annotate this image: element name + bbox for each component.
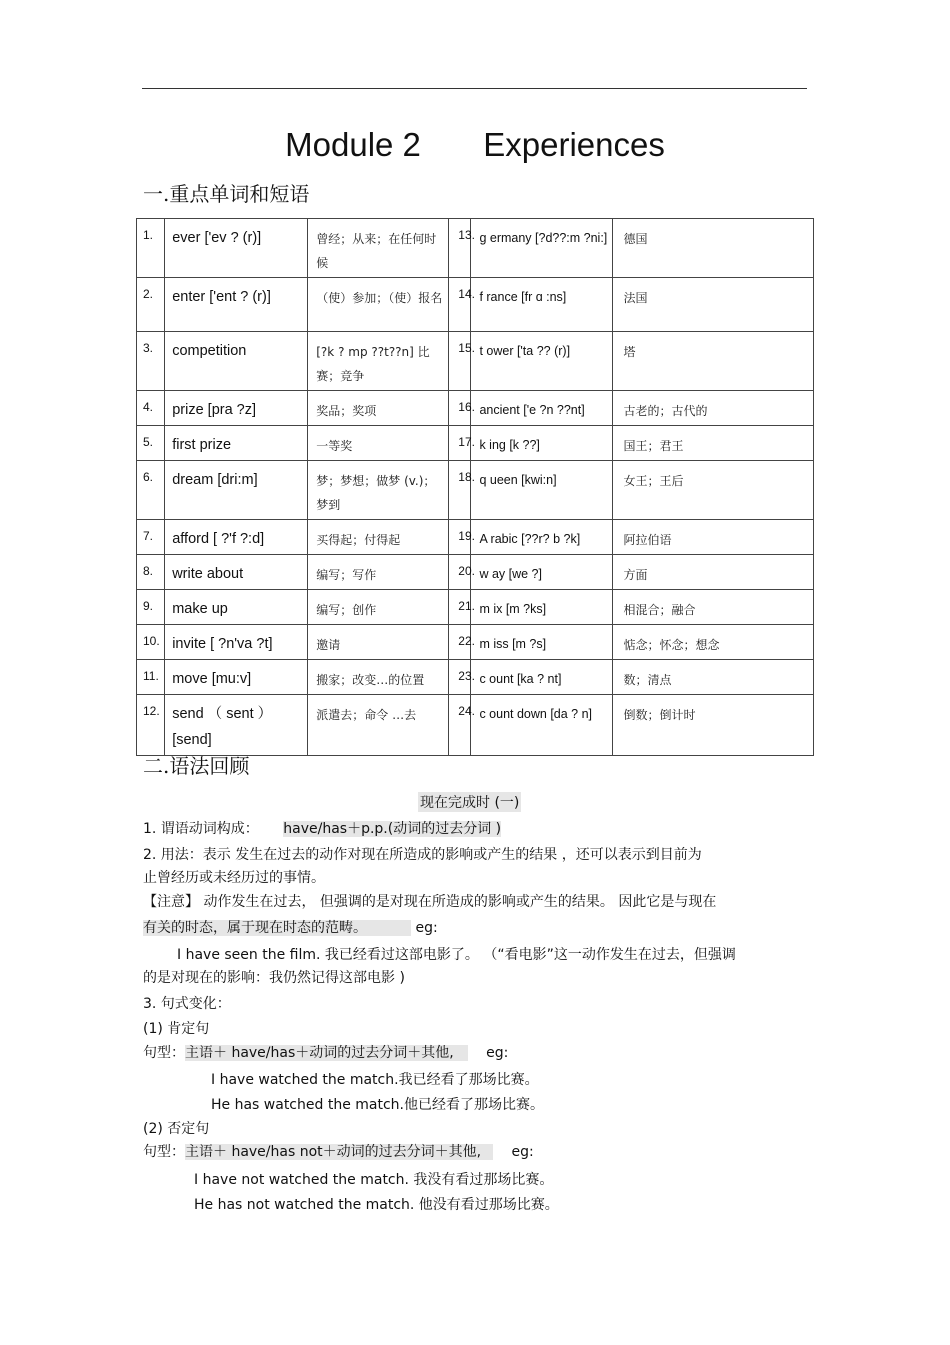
vocab-meaning-cell bbox=[308, 332, 449, 391]
vocab-row bbox=[137, 660, 814, 695]
vocab-number: 4. bbox=[143, 400, 154, 414]
vocab-word: prize [pra ?z] bbox=[172, 402, 257, 418]
vocab-number: 20. bbox=[458, 564, 475, 578]
affirmative-pattern-formula: 主语＋ have/has＋动词的过去分词＋其他, bbox=[185, 1045, 454, 1061]
vocab-number: 3. bbox=[143, 341, 154, 355]
vocab-meaning: 搬家；改变…的位置 bbox=[316, 673, 425, 687]
vocab-meaning-cell bbox=[613, 695, 814, 756]
vocab-number-cell bbox=[449, 590, 475, 625]
vocab-word-cell bbox=[165, 695, 308, 756]
vocab-number: 21. bbox=[458, 599, 475, 613]
vocab-row bbox=[137, 555, 814, 590]
note-line1: 【注意】 动作发生在过去， 但强调的是对现在所造成的影响或产生的结果。 因此它是与现在 bbox=[143, 894, 717, 910]
vocab-row bbox=[137, 391, 814, 426]
vocab-word: t ower ['ta ?? (r)] bbox=[479, 344, 571, 358]
vocab-meaning-cell bbox=[308, 695, 449, 756]
negative-eg: eg: bbox=[511, 1144, 534, 1160]
vocab-number: 13. bbox=[458, 228, 475, 242]
vocab-row bbox=[137, 332, 814, 391]
point2-line2: 止曾经历或未经历过的事情。 bbox=[143, 870, 325, 886]
vocab-word: w ay [we ?] bbox=[479, 567, 542, 581]
vocab-meaning: 倒数；倒计时 bbox=[623, 708, 696, 722]
vocab-number: 14. bbox=[458, 287, 475, 301]
vocab-meaning-cell bbox=[613, 555, 814, 590]
vocab-number: 19. bbox=[458, 529, 475, 543]
negative-pattern-formula: 主语＋ have/has not＋动词的过去分词＋其他, bbox=[185, 1144, 482, 1160]
vocab-word-cell bbox=[471, 426, 613, 461]
vocab-word-cell bbox=[165, 555, 308, 590]
negative-pattern-label: 句型： bbox=[143, 1144, 185, 1160]
vocab-number: 24. bbox=[458, 704, 475, 718]
vocab-number-cell bbox=[137, 461, 165, 520]
affirmative-pattern-label: 句型： bbox=[143, 1045, 185, 1061]
page-title bbox=[0, 126, 950, 164]
vocab-word: move [mu:v] bbox=[172, 671, 252, 687]
vocab-meaning-cell bbox=[613, 278, 814, 332]
vocab-number: 12. bbox=[143, 704, 160, 718]
vocab-meaning: 编写；写作 bbox=[316, 568, 377, 582]
note-line2-text: 有关的时态，属于现在时态的范畴。 bbox=[143, 920, 367, 936]
vocab-number-cell bbox=[449, 555, 475, 590]
vocab-number-cell bbox=[449, 461, 475, 520]
header-rule bbox=[142, 88, 807, 89]
negative-heading: (2) 否定句 bbox=[143, 1121, 210, 1137]
vocab-meaning: 古老的；古代的 bbox=[623, 404, 708, 418]
vocab-number: 9. bbox=[143, 599, 154, 613]
vocab-table bbox=[136, 218, 814, 756]
vocab-meaning: 方面 bbox=[623, 568, 648, 582]
vocab-meaning-cell bbox=[308, 660, 449, 695]
vocab-number: 17. bbox=[458, 435, 475, 449]
vocab-meaning-cell bbox=[308, 278, 449, 332]
title-topic: Experiences bbox=[483, 126, 665, 163]
vocab-word-cell bbox=[471, 278, 613, 332]
vocab-number-cell bbox=[449, 695, 475, 756]
vocab-meaning: [?k ? mp ??t??n] 比赛；竞争 bbox=[316, 345, 430, 383]
vocab-word: write about bbox=[172, 566, 244, 582]
vocab-meaning-cell bbox=[308, 461, 449, 520]
vocab-meaning-cell bbox=[613, 332, 814, 391]
vocab-number: 7. bbox=[143, 529, 154, 543]
vocab-word: make up bbox=[172, 601, 228, 617]
affirmative-example1: I have watched the match.我已经看了那场比赛。 bbox=[211, 1072, 539, 1088]
vocab-number-cell bbox=[137, 695, 165, 756]
vocab-number-cell bbox=[449, 660, 475, 695]
vocab-meaning-cell bbox=[613, 520, 814, 555]
vocab-number-cell bbox=[137, 391, 165, 426]
vocab-meaning-cell bbox=[308, 555, 449, 590]
vocab-word-cell bbox=[471, 520, 613, 555]
vocab-row bbox=[137, 520, 814, 555]
affirmative-example2: He has watched the match.他已经看了那场比赛。 bbox=[211, 1097, 544, 1113]
vocab-word: ever ['ev ? (r)] bbox=[172, 230, 262, 246]
vocab-row bbox=[137, 278, 814, 332]
vocab-meaning: 邀请 bbox=[316, 638, 341, 652]
vocab-number-cell bbox=[137, 555, 165, 590]
vocab-row bbox=[137, 426, 814, 461]
vocab-number: 5. bbox=[143, 435, 154, 449]
vocab-number-cell bbox=[449, 278, 475, 332]
vocab-word-cell bbox=[165, 660, 308, 695]
vocab-meaning: 女王；王后 bbox=[623, 474, 684, 488]
vocab-meaning: 奖品；奖项 bbox=[316, 404, 377, 418]
vocab-meaning: 惦念；怀念；想念 bbox=[623, 638, 720, 652]
vocab-number-cell bbox=[137, 332, 165, 391]
point1-label: 1. 谓语动词构成： bbox=[143, 821, 259, 837]
vocab-meaning: 一等奖 bbox=[316, 439, 353, 453]
vocab-meaning: 买得起；付得起 bbox=[316, 533, 401, 547]
vocab-meaning-cell bbox=[308, 520, 449, 555]
section2-heading: 二.语法回顾 bbox=[143, 754, 250, 778]
vocab-word: first prize bbox=[172, 437, 232, 453]
vocab-meaning: 国王；君王 bbox=[623, 439, 684, 453]
vocab-word: m ix [m ?ks] bbox=[479, 602, 547, 616]
vocab-word-cell bbox=[471, 219, 613, 278]
vocab-number-cell bbox=[137, 590, 165, 625]
vocab-number-cell bbox=[449, 391, 475, 426]
vocab-number-cell bbox=[449, 625, 475, 660]
vocab-word-cell bbox=[471, 332, 613, 391]
vocab-number-cell bbox=[137, 660, 165, 695]
vocab-meaning: 阿拉伯语 bbox=[623, 533, 672, 547]
vocab-row bbox=[137, 590, 814, 625]
vocab-meaning-cell bbox=[613, 461, 814, 520]
vocab-word: dream [dri:m] bbox=[172, 472, 258, 488]
negative-example1: I have not watched the match. 我没有看过那场比赛。 bbox=[194, 1172, 554, 1188]
vocab-meaning-cell bbox=[308, 426, 449, 461]
vocab-word-cell bbox=[165, 391, 308, 426]
title-module: Module 2 bbox=[285, 126, 421, 163]
point2-line1: 2. 用法：表示 发生在过去的动作对现在所造成的影响或产生的结果 ，还可以表示到目前为 bbox=[143, 847, 702, 863]
vocab-meaning: 曾经；从来；在任何时候 bbox=[316, 232, 437, 270]
vocab-word: A rabic [??r? b ?k] bbox=[479, 532, 581, 546]
vocab-word-cell bbox=[471, 660, 613, 695]
vocab-meaning-cell bbox=[613, 660, 814, 695]
vocab-number: 6. bbox=[143, 470, 154, 484]
grammar-subtitle: 现在完成时 (一) bbox=[418, 792, 521, 812]
affirmative-eg: eg: bbox=[486, 1045, 509, 1061]
negative-pattern bbox=[143, 1141, 534, 1161]
vocab-row bbox=[137, 625, 814, 660]
vocab-meaning: 德国 bbox=[623, 232, 648, 246]
vocab-number-cell bbox=[449, 426, 475, 461]
vocab-word: k ing [k ??] bbox=[479, 438, 540, 452]
vocab-row bbox=[137, 695, 814, 756]
vocab-meaning-cell bbox=[308, 391, 449, 426]
section1-heading: 一.重点单词和短语 bbox=[143, 182, 310, 206]
point1 bbox=[143, 818, 501, 838]
note-line2 bbox=[143, 917, 438, 937]
vocab-word-cell bbox=[165, 278, 308, 332]
vocab-meaning-cell bbox=[613, 625, 814, 660]
vocab-word: enter ['ent ? (r)] bbox=[172, 289, 271, 305]
vocab-number-cell bbox=[137, 520, 165, 555]
vocab-meaning: 法国 bbox=[623, 291, 648, 305]
affirmative-heading: (1) 肯定句 bbox=[143, 1021, 210, 1037]
vocab-meaning-cell bbox=[613, 426, 814, 461]
vocab-word: q ueen [kwi:n] bbox=[479, 473, 557, 487]
vocab-number: 15. bbox=[458, 341, 475, 355]
vocab-word-cell bbox=[471, 590, 613, 625]
vocab-meaning-cell bbox=[613, 391, 814, 426]
vocab-meaning-cell bbox=[613, 219, 814, 278]
vocab-word-cell bbox=[165, 520, 308, 555]
vocab-number-cell bbox=[137, 426, 165, 461]
vocab-word: competition bbox=[172, 343, 247, 359]
vocab-meaning: 数；清点 bbox=[623, 673, 672, 687]
vocab-word: ancient ['e ?n ??nt] bbox=[479, 403, 585, 417]
vocab-word-cell bbox=[471, 391, 613, 426]
vocab-number-cell bbox=[449, 332, 475, 391]
vocab-number-cell bbox=[449, 520, 475, 555]
vocab-number-cell bbox=[137, 278, 165, 332]
vocab-number: 16. bbox=[458, 400, 475, 414]
vocab-word-cell bbox=[165, 219, 308, 278]
vocab-word: c ount down [da ? n] bbox=[479, 707, 593, 721]
vocab-meaning: 编写；创作 bbox=[316, 603, 377, 617]
vocab-number: 10. bbox=[143, 634, 160, 648]
vocab-row bbox=[137, 219, 814, 278]
vocab-number-cell bbox=[137, 219, 165, 278]
vocab-word: afford [ ?'f ?:d] bbox=[172, 531, 265, 547]
vocab-number-cell bbox=[137, 625, 165, 660]
vocab-meaning: 梦；梦想；做梦 (v.)；梦到 bbox=[316, 474, 436, 512]
vocab-meaning-cell bbox=[308, 625, 449, 660]
vocab-word: invite [ ?n'va ?t] bbox=[172, 636, 273, 652]
vocab-word-cell bbox=[471, 461, 613, 520]
vocab-word-cell bbox=[165, 625, 308, 660]
vocab-number: 1. bbox=[143, 228, 154, 242]
vocab-word-cell bbox=[471, 695, 613, 756]
vocab-word-cell bbox=[165, 461, 308, 520]
vocab-word-cell bbox=[471, 555, 613, 590]
vocab-meaning-cell bbox=[308, 590, 449, 625]
vocab-word: m iss [m ?s] bbox=[479, 637, 547, 651]
vocab-word: f rance [fr ɑ :ns] bbox=[479, 290, 567, 304]
vocab-number: 2. bbox=[143, 287, 154, 301]
vocab-meaning: （使）参加；（使）报名 bbox=[316, 291, 443, 305]
vocab-word: send （ sent ） [send] bbox=[172, 706, 273, 748]
vocab-number-cell bbox=[449, 219, 475, 278]
point1-formula: have/has＋p.p.(动词的过去分词 ) bbox=[283, 821, 502, 837]
vocab-word-cell bbox=[165, 590, 308, 625]
vocab-word-cell bbox=[165, 332, 308, 391]
negative-example2: He has not watched the match. 他没有看过那场比赛。 bbox=[194, 1197, 559, 1213]
vocab-word: c ount [ka ? nt] bbox=[479, 672, 562, 686]
vocab-number: 11. bbox=[143, 669, 159, 683]
vocab-word: g ermany [?d??:m ?ni:] bbox=[479, 231, 608, 245]
vocab-number: 18. bbox=[458, 470, 475, 484]
vocab-meaning: 塔 bbox=[623, 345, 636, 359]
vocab-word-cell bbox=[471, 625, 613, 660]
vocab-number: 23. bbox=[458, 669, 475, 683]
vocab-number: 8. bbox=[143, 564, 154, 578]
vocab-meaning-cell bbox=[613, 590, 814, 625]
example1-line1: I have seen the film. 我已经看过这部电影了。 （“看电影”这一动作发生在过去，但强调 bbox=[177, 947, 736, 963]
note-eg: eg: bbox=[415, 920, 438, 936]
vocab-word-cell bbox=[165, 426, 308, 461]
vocab-meaning: 相混合；融合 bbox=[623, 603, 696, 617]
vocab-row bbox=[137, 461, 814, 520]
point3: 3. 句式变化： bbox=[143, 996, 231, 1012]
vocab-number: 22. bbox=[458, 634, 475, 648]
vocab-meaning-cell bbox=[308, 219, 449, 278]
affirmative-pattern bbox=[143, 1042, 508, 1062]
vocab-meaning: 派遣去；命令 …去 bbox=[316, 708, 417, 722]
example1-line2: 的是对现在的影响：我仍然记得这部电影 ) bbox=[143, 970, 405, 986]
